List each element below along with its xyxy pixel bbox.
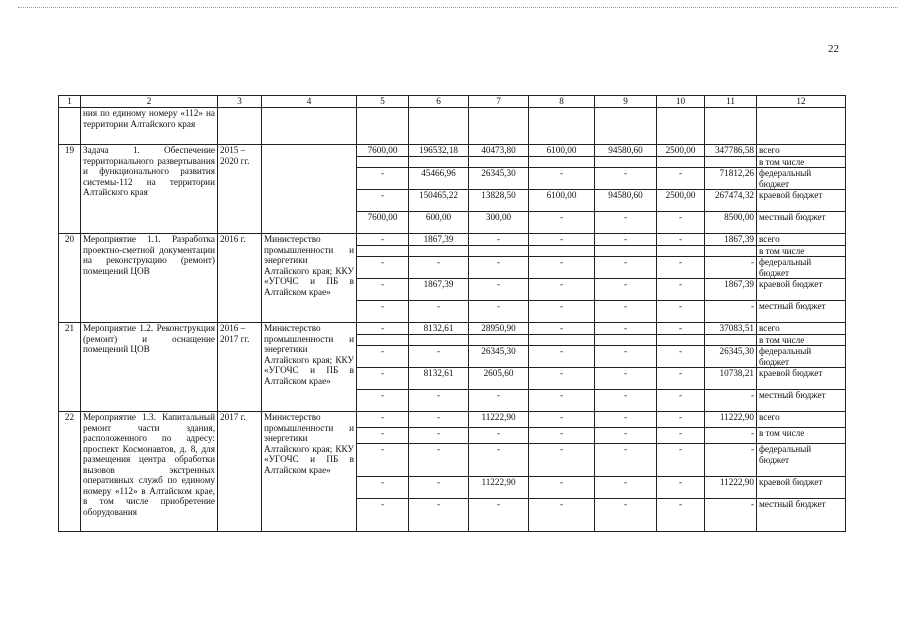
amount-cell: - [705, 428, 757, 444]
budget-table [58, 95, 846, 532]
amount-cell: - [705, 390, 757, 412]
executor: Министерство промышленности и энергетики Алтайского края; ККУ «УГОЧС и ПБ в Алтайском крае» [262, 234, 357, 323]
amount-cell: - [595, 279, 657, 301]
header-row [59, 96, 846, 108]
amount-cell [705, 334, 757, 346]
funding-source: краевой бюджет [757, 190, 846, 212]
amount-cell: - [705, 499, 757, 532]
row-number: 19 [59, 145, 81, 234]
amount-cell [409, 245, 469, 257]
amount-cell: 6100,00 [529, 145, 595, 157]
amount-cell: - [357, 368, 409, 390]
period: 2016 г. [218, 234, 262, 323]
amount-cell [657, 245, 705, 257]
funding-source: местный бюджет [757, 390, 846, 412]
amount-cell [357, 245, 409, 257]
table-row [59, 323, 846, 335]
amount-cell: - [595, 477, 657, 499]
amount-cell: - [595, 346, 657, 368]
funding-source: федеральный бюджет [757, 346, 846, 368]
amount-cell: - [595, 301, 657, 323]
funding-source: всего [757, 412, 846, 428]
amount-cell: 150465,22 [409, 190, 469, 212]
amount-cell: 267474,32 [705, 190, 757, 212]
header-cell: 2 [81, 96, 218, 108]
amount-cell: 45466,96 [409, 168, 469, 190]
amount-cell: - [595, 168, 657, 190]
amount-cell: - [409, 257, 469, 279]
continuation-text: ния по единому номеру «112» на территории Алтайского края [81, 108, 218, 145]
amount-cell: 26345,30 [469, 168, 529, 190]
amount-cell: - [469, 301, 529, 323]
row-number: 21 [59, 323, 81, 412]
amount-cell [657, 156, 705, 168]
amount-cell [469, 245, 529, 257]
amount-cell: 2500,00 [657, 145, 705, 157]
amount-cell [409, 156, 469, 168]
amount-cell: - [595, 444, 657, 477]
period: 2016 – 2017 гг. [218, 323, 262, 412]
funding-source: местный бюджет [757, 499, 846, 532]
amount-cell: 11222,90 [469, 477, 529, 499]
amount-cell: - [409, 301, 469, 323]
amount-cell: - [657, 301, 705, 323]
amount-cell: 2500,00 [657, 190, 705, 212]
page-number: 22 [828, 43, 839, 55]
amount-cell: 8132,61 [409, 368, 469, 390]
amount-cell: - [529, 499, 595, 532]
amount-cell [529, 334, 595, 346]
amount-cell: - [657, 346, 705, 368]
amount-cell: 2605,60 [469, 368, 529, 390]
table-row [59, 234, 846, 246]
amount-cell: 1867,39 [409, 279, 469, 301]
continuation-row [59, 108, 846, 145]
amount-cell [529, 245, 595, 257]
amount-cell: - [357, 301, 409, 323]
activity-name: Мероприятие 1.3. Капитальный ремонт части здания, расположенного по адресу: проспект Космонавтов, д. 8, для размещения центра обработки вызовов экстренных оперативных служб по единому номеру «112» в Алтайском крае, в том числе приобретение оборудования [81, 412, 218, 532]
amount-cell [357, 334, 409, 346]
amount-cell: - [595, 428, 657, 444]
executor: Министерство промышленности и энергетики Алтайского края; ККУ «УГОЧС и ПБ в Алтайском крае» [262, 412, 357, 532]
amount-cell: - [469, 390, 529, 412]
amount-cell: 1867,39 [705, 234, 757, 246]
amount-cell: - [529, 444, 595, 477]
activity-name: Мероприятие 1.1. Разработка проектно-сметной документации на реконструкцию (ремонт) помещений ЦОВ [81, 234, 218, 323]
amount-cell: - [357, 279, 409, 301]
amount-cell: 28950,90 [469, 323, 529, 335]
amount-cell: - [357, 234, 409, 246]
header-cell: 9 [595, 96, 657, 108]
amount-cell: 7600,00 [357, 212, 409, 234]
amount-cell: - [657, 444, 705, 477]
amount-cell: - [529, 279, 595, 301]
amount-cell: - [657, 499, 705, 532]
amount-cell: - [357, 499, 409, 532]
amount-cell: - [469, 499, 529, 532]
amount-cell: - [657, 428, 705, 444]
amount-cell: - [657, 368, 705, 390]
amount-cell: 26345,30 [469, 346, 529, 368]
funding-source: краевой бюджет [757, 477, 846, 499]
amount-cell: - [657, 212, 705, 234]
amount-cell: - [529, 301, 595, 323]
funding-source: в том числе [757, 156, 846, 168]
amount-cell: - [595, 499, 657, 532]
amount-cell: 26345,30 [705, 346, 757, 368]
row-number: 20 [59, 234, 81, 323]
amount-cell: - [529, 390, 595, 412]
amount-cell [595, 334, 657, 346]
funding-source: краевой бюджет [757, 279, 846, 301]
amount-cell: 1867,39 [409, 234, 469, 246]
amount-cell: - [469, 257, 529, 279]
amount-cell: - [595, 368, 657, 390]
funding-source: в том числе [757, 245, 846, 257]
amount-cell: - [595, 390, 657, 412]
amount-cell: - [529, 234, 595, 246]
amount-cell: 1867,39 [705, 279, 757, 301]
amount-cell: - [357, 323, 409, 335]
amount-cell: - [595, 212, 657, 234]
amount-cell: - [529, 477, 595, 499]
funding-source: федеральный бюджет [757, 257, 846, 279]
amount-cell: - [529, 368, 595, 390]
amount-cell: - [595, 257, 657, 279]
amount-cell: - [469, 444, 529, 477]
table-body [59, 108, 846, 532]
header-cell: 1 [59, 96, 81, 108]
header-cell: 4 [262, 96, 357, 108]
amount-cell: - [529, 428, 595, 444]
amount-cell: - [409, 428, 469, 444]
amount-cell: - [657, 390, 705, 412]
header-cell: 12 [757, 96, 846, 108]
amount-cell [469, 156, 529, 168]
amount-cell: - [409, 390, 469, 412]
amount-cell: - [529, 212, 595, 234]
funding-source: местный бюджет [757, 212, 846, 234]
amount-cell: - [705, 257, 757, 279]
amount-cell: - [409, 346, 469, 368]
funding-source: в том числе [757, 334, 846, 346]
header-cell: 11 [705, 96, 757, 108]
amount-cell: - [357, 257, 409, 279]
amount-cell: - [705, 444, 757, 477]
amount-cell: - [357, 190, 409, 212]
amount-cell [357, 156, 409, 168]
amount-cell: - [469, 234, 529, 246]
amount-cell: 11222,90 [705, 477, 757, 499]
activity-name: Мероприятие 1.2. Реконструкция (ремонт) и оснащение помещений ЦОВ [81, 323, 218, 412]
funding-source: федеральный бюджет [757, 168, 846, 190]
scan-top-border [18, 7, 898, 8]
amount-cell: 94580,60 [595, 145, 657, 157]
header-cell: 7 [469, 96, 529, 108]
amount-cell: - [529, 346, 595, 368]
period: 2015 – 2020 гг. [218, 145, 262, 234]
funding-source: всего [757, 234, 846, 246]
amount-cell: - [357, 346, 409, 368]
table-row [59, 145, 846, 157]
amount-cell: 13828,50 [469, 190, 529, 212]
amount-cell: - [529, 257, 595, 279]
funding-source: краевой бюджет [757, 368, 846, 390]
amount-cell: 8132,61 [409, 323, 469, 335]
amount-cell: - [409, 499, 469, 532]
amount-cell: - [595, 234, 657, 246]
amount-cell [705, 156, 757, 168]
amount-cell: - [357, 168, 409, 190]
header-cell: 5 [357, 96, 409, 108]
header-cell: 6 [409, 96, 469, 108]
amount-cell: 11222,90 [705, 412, 757, 428]
period: 2017 г. [218, 412, 262, 532]
funding-source: всего [757, 145, 846, 157]
amount-cell: - [657, 257, 705, 279]
table-row [59, 412, 846, 428]
amount-cell [469, 334, 529, 346]
funding-source: в том числе [757, 428, 846, 444]
amount-cell: - [357, 477, 409, 499]
amount-cell: - [595, 323, 657, 335]
amount-cell: 8500,00 [705, 212, 757, 234]
amount-cell [657, 334, 705, 346]
amount-cell: 7600,00 [357, 145, 409, 157]
amount-cell: - [657, 234, 705, 246]
executor: Министерство промышленности и энергетики Алтайского края; ККУ «УГОЧС и ПБ в Алтайском крае» [262, 323, 357, 412]
amount-cell: - [529, 323, 595, 335]
budget-table-wrapper [58, 95, 845, 532]
amount-cell: - [595, 412, 657, 428]
amount-cell: - [657, 323, 705, 335]
amount-cell: 300,00 [469, 212, 529, 234]
amount-cell [409, 334, 469, 346]
amount-cell: 196532,18 [409, 145, 469, 157]
amount-cell: - [657, 279, 705, 301]
amount-cell: - [357, 412, 409, 428]
amount-cell: - [469, 428, 529, 444]
header-cell: 10 [657, 96, 705, 108]
amount-cell: 10738,21 [705, 368, 757, 390]
amount-cell: 6100,00 [529, 190, 595, 212]
funding-source: всего [757, 323, 846, 335]
amount-cell: - [357, 444, 409, 477]
amount-cell: 11222,90 [469, 412, 529, 428]
amount-cell: 71812,26 [705, 168, 757, 190]
amount-cell: 347786,58 [705, 145, 757, 157]
amount-cell [595, 245, 657, 257]
amount-cell: - [657, 412, 705, 428]
amount-cell [595, 156, 657, 168]
amount-cell: - [657, 477, 705, 499]
amount-cell [529, 156, 595, 168]
header-cell: 3 [218, 96, 262, 108]
amount-cell [705, 245, 757, 257]
amount-cell: - [409, 412, 469, 428]
funding-source: федеральный бюджет [757, 444, 846, 477]
amount-cell: - [409, 444, 469, 477]
amount-cell: - [409, 477, 469, 499]
amount-cell: - [529, 168, 595, 190]
amount-cell: - [657, 168, 705, 190]
amount-cell: 40473,80 [469, 145, 529, 157]
row-number: 22 [59, 412, 81, 532]
funding-source: местный бюджет [757, 301, 846, 323]
executor [262, 145, 357, 234]
amount-cell: 37083,51 [705, 323, 757, 335]
amount-cell: - [357, 390, 409, 412]
amount-cell: - [357, 428, 409, 444]
activity-name: Задача 1. Обеспечение территориального развертывания и функционального развития системы-112 на территории Алтайского края [81, 145, 218, 234]
amount-cell: 94580,60 [595, 190, 657, 212]
amount-cell: - [705, 301, 757, 323]
amount-cell: - [529, 412, 595, 428]
amount-cell: - [469, 279, 529, 301]
header-cell: 8 [529, 96, 595, 108]
amount-cell: 600,00 [409, 212, 469, 234]
